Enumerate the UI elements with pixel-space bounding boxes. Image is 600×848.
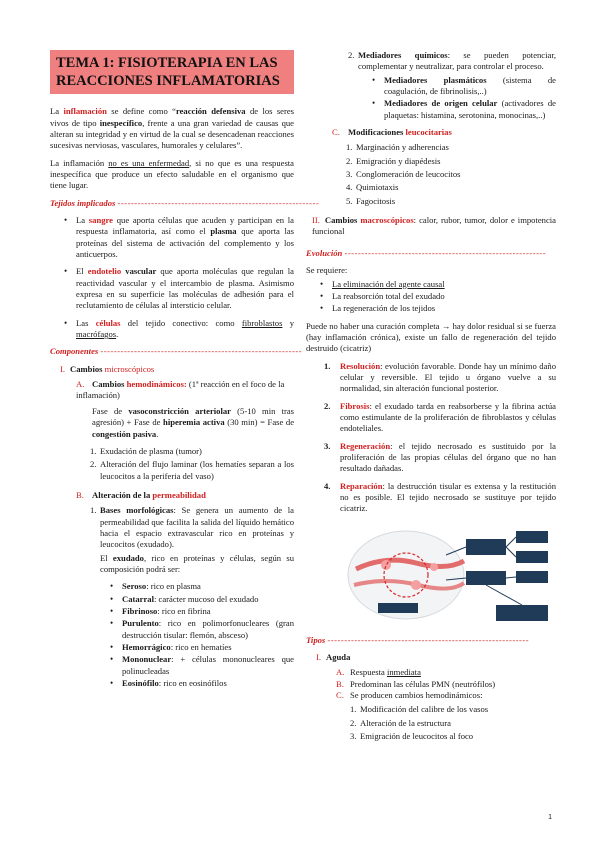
list-item: A. Respuesta inmediata (336, 667, 421, 678)
list-item: • La regeneración de los tejidos (320, 303, 556, 314)
leucocitarias-list (346, 142, 556, 207)
list-item: • La eliminación del agente causal (320, 279, 556, 290)
list-item: 3. Emigración de leucocitos al foco (350, 731, 474, 742)
section-tipos: Tipos ------------------------------------------------------------ (306, 634, 530, 645)
list-item: 1. Modificación del calibre de los vasos (350, 704, 489, 715)
list-item: 5. Fagocitosis (346, 195, 396, 206)
list-item: B. Predominan las células PMN (neutrófilos) (336, 678, 496, 689)
tejidos-list (64, 215, 294, 340)
page-number: 1 (548, 813, 552, 821)
list-item: • Mediadores plasmáticos (sistema de coagulación, de fibrinolisis,..) (372, 75, 556, 98)
aguda-list (336, 667, 556, 701)
inflammation-diagram (346, 525, 552, 625)
title-line-1: TEMA 1: FISIOTERAPIA EN LAS (56, 55, 278, 71)
list-item: 1. Exudación de plasma (tumor) (90, 445, 202, 456)
permeabilidad-list (90, 505, 294, 550)
title-box (50, 50, 294, 94)
heading-hemodinamicos: A. Cambios hemodinámicos: (1ª reacción en el foco de la inflamación) (76, 379, 285, 401)
list-item: C. Se producen cambios hemodinámicos: (336, 690, 483, 701)
mediadores-list (348, 50, 556, 73)
list-item: 2. Alteración del flujo laminar (los hematíes separan a los leucocitos a la periferia del vaso) (90, 459, 294, 481)
list-item: • Mononuclear: + células mononucleares que polinucleadas (110, 654, 294, 677)
list-item: • El endotelio vascular que aporta moléculas que regulan la reactividad vascular y el intercambio de plasma. Asimismo expresa en su superficie las moléculas de adhesión para el reclutamiento de células al intersticio celular. (64, 266, 294, 311)
heading-cambios-microscopicos: I. Cambios microscópicos (60, 363, 155, 374)
exudado-list (110, 581, 294, 689)
list-item: 2. Mediadores químicos: se pueden potenciar, complementar y neutralizar, para controlar el proceso. (348, 50, 556, 72)
section-componentes: Componentes ------------------------------------------------------------ (50, 346, 303, 357)
list-item: • La sangre que aporta células que acuden y participan en la respuesta inflamatoria, así como el plasma que aporta las proteínas del sistema de activación del complemento y los anticuerpos. (64, 215, 294, 260)
section-tejidos: Tejidos implicados ------------------------------------------------------------ (50, 197, 320, 208)
list-item: 2. Alteración de la estructura (350, 717, 451, 728)
list-item: • Eosinófilo: rico en eosinófilos (110, 678, 294, 689)
title-line-2: REACCIONES INFLAMATORIAS (56, 73, 280, 90)
hemodinamicos-aguda-list (350, 704, 556, 742)
list-item: 3. Regeneración: el tejido necrosado es sustituido por la proliferación de las propias células del órgano que no han resultado dañadas. (324, 440, 556, 474)
left-column (50, 50, 320, 690)
list-item: • Hemorrágico: rico en hematíes (110, 642, 294, 653)
list-item: 3. Conglomeración de leucocitos (346, 169, 461, 180)
hemodinamicos-list (90, 446, 294, 482)
list-item: • Las células del tejido conectivo: como fibroblastos y macrófagos. (64, 318, 294, 341)
list-item: 2. Fibrosis: el exudado tarda en reabsorberse y la fibrina actúa como estimulante de la proliferación de fibroblastos y células endoteliales. (324, 400, 556, 434)
list-item: 4. Reparación: la destrucción tisular es extensa y la restitución no es posible. El tejido necrosado se sustituye por tejido cicatriz. (324, 480, 556, 514)
list-item: 2. Emigración y diapédesis (346, 155, 441, 166)
curacion-paragraph: Puede no haber una curación completa → hay dolor residual si se fuerza (hay inflamación crónica), existe un fallo de regeneración del tejido destruido (cicatriz) (306, 320, 556, 354)
list-item: • Mediadores de origen celular (activadores de plaquetas: histamina, serotonina, monocinas,..) (372, 98, 556, 121)
list-item: • Seroso: rico en plasma (110, 581, 294, 592)
list-item: 4. Quimiotaxis (346, 182, 399, 193)
list-item: 1. Bases morfológicas: Se genera un aumento de la permeabilidad que facilita la salida del líquido hemático hacia el espacio extravascular rico en proteínas y leucocitos (exudado). (90, 505, 294, 550)
list-item: • Catarral: carácter mucoso del exudado (110, 594, 294, 605)
list-item: • Fibrinoso: rico en fibrina (110, 606, 294, 617)
exudado-paragraph: El exudado, rico en proteínas y células, según su composición podrá ser: (100, 552, 294, 574)
heading-macroscopicos: II. Cambios macroscópicos: calor, rubor, tumor, dolor e impotencia funcional (312, 215, 556, 237)
diagram-image (346, 525, 552, 625)
right-column (306, 50, 556, 744)
section-evolucion: Evolución ------------------------------------------------------------ (306, 247, 547, 258)
requiere-list (320, 279, 556, 315)
requiere-label: Se requiere: (306, 265, 348, 276)
list-item: 1. Resolución: evolución favorable. Donde hay un mínimo daño celular y reversible. El tejido u órgano vuelve a su normalidad, sin alteración funcional posterior. (324, 360, 556, 394)
list-item: • Purulento: rico en polimorfonucleares (gran destrucción tisular: flemón, absceso) (110, 618, 294, 641)
evolucion-list (324, 361, 556, 515)
mediadores-sublist (372, 75, 556, 121)
intro-paragraph-1: La inflamación se define como “reacción defensiva de los seres vivos de tipo inespecífico, frente a una gran variedad de causas que alteran su integridad y en virtud de la cual se desencadenan reacciones sucesivas nerviosas, vasculares, humorales y celulares”. (50, 106, 295, 151)
fase-paragraph: Fase de vasoconstricción arteriolar (5-10 min tras agresión) + Fase de hiperemia activa (30 min) = Fase de congestión pasiva. (92, 405, 295, 439)
list-item: • La reabsorción total del exudado (320, 291, 556, 302)
heading-aguda: I. Aguda (316, 652, 351, 663)
heading-leucocitarias: C. Modificaciones leucocitarias (332, 127, 452, 138)
intro-paragraph-2: La inflamación no es una enfermedad, si no que es una respuesta inespecífica que produce un efecto saludable en el organismo que tiene lugar. (50, 157, 294, 191)
list-item: 1. Marginación y adherencias (346, 142, 449, 153)
heading-permeabilidad: B. Alteración de la permeabilidad (76, 489, 206, 500)
